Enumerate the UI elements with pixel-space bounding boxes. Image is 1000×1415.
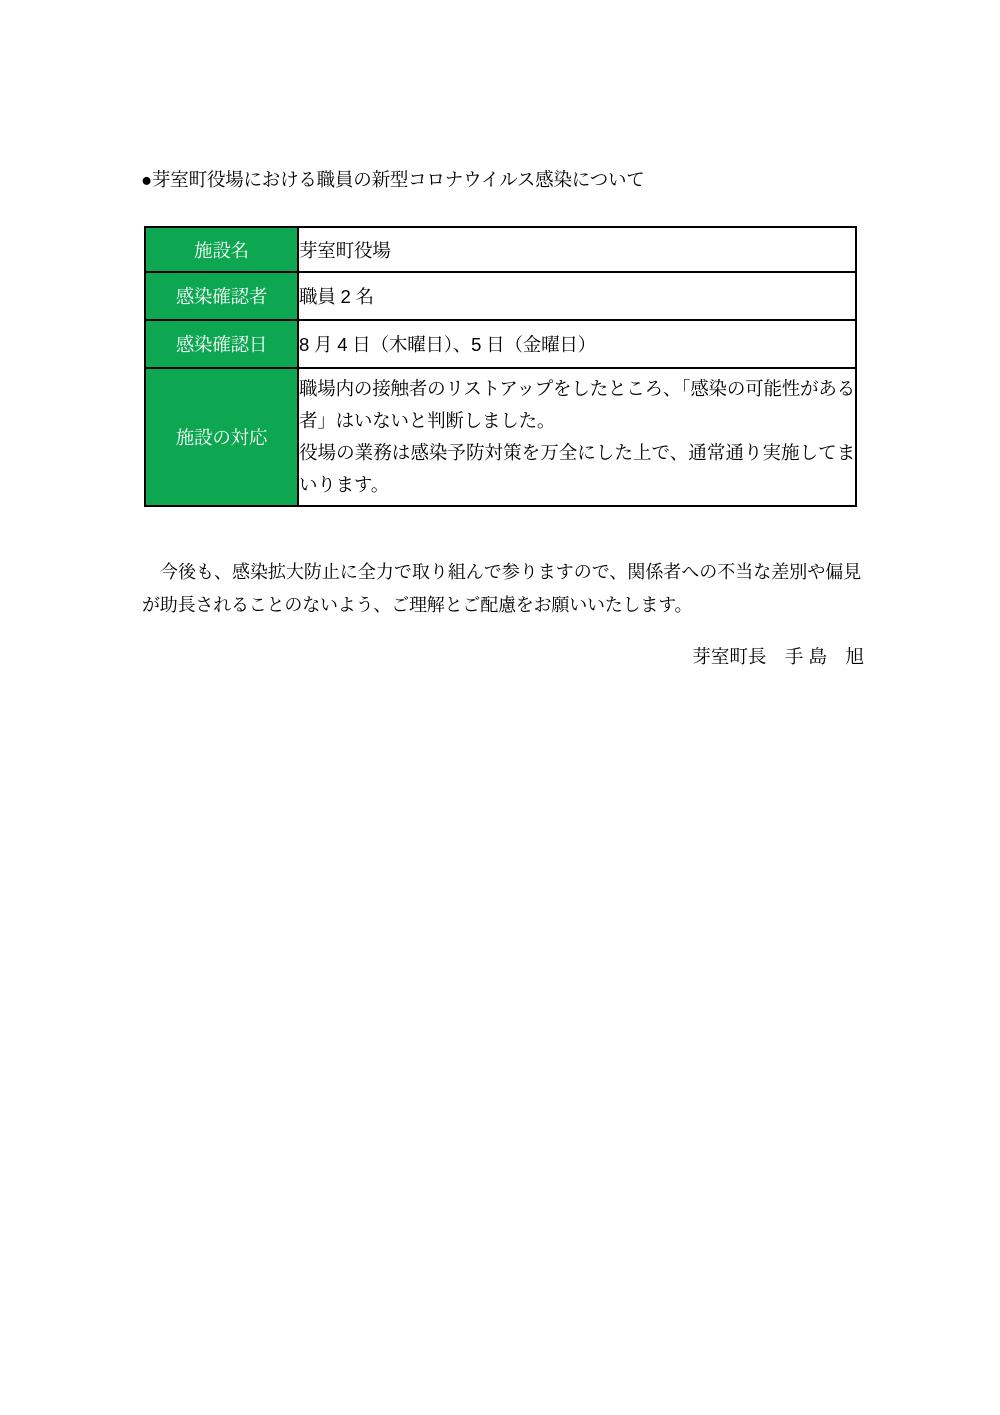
table-row-facility-response: [145, 368, 856, 506]
facility-name-label: 施設名: [145, 227, 298, 272]
table-row-confirmed-date: [145, 320, 856, 368]
facility-response-value: [298, 368, 856, 506]
confirmed-date-label: 感染確認日: [145, 320, 298, 368]
facility-name-value: 芽室町役場: [298, 227, 856, 272]
facility-response-paragraph-1: 職場内の接触者のリストアップをしたところ、「感染の可能性がある者」はいないと判断しました。: [299, 378, 855, 431]
facility-response-paragraph-2: 役場の業務は感染予防対策を万全にした上で、通常通り実施してまいります。: [299, 442, 855, 495]
table-row-facility: [145, 227, 856, 272]
page-title: ●芽室町役場における職員の新型コロナウイルス感染について: [141, 169, 645, 190]
table-row-confirmed-persons: [145, 272, 856, 320]
confirmed-persons-value: 職員 2 名: [298, 272, 856, 320]
facility-response-label: 施設の対応: [145, 368, 298, 506]
confirmed-persons-label: 感染確認者: [145, 272, 298, 320]
signature: 芽室町長 手 島 旭: [692, 646, 864, 667]
infection-info-table: [144, 226, 857, 507]
closing-paragraph: 今後も、感染拡大防止に全力で取り組んで参りますので、関係者への不当な差別や偏見が助長されることのないよう、ご理解とご配慮をお願いいたします。: [142, 562, 861, 615]
confirmed-date-value: 8 月 4 日（木曜日）、5 日（金曜日）: [298, 320, 856, 368]
